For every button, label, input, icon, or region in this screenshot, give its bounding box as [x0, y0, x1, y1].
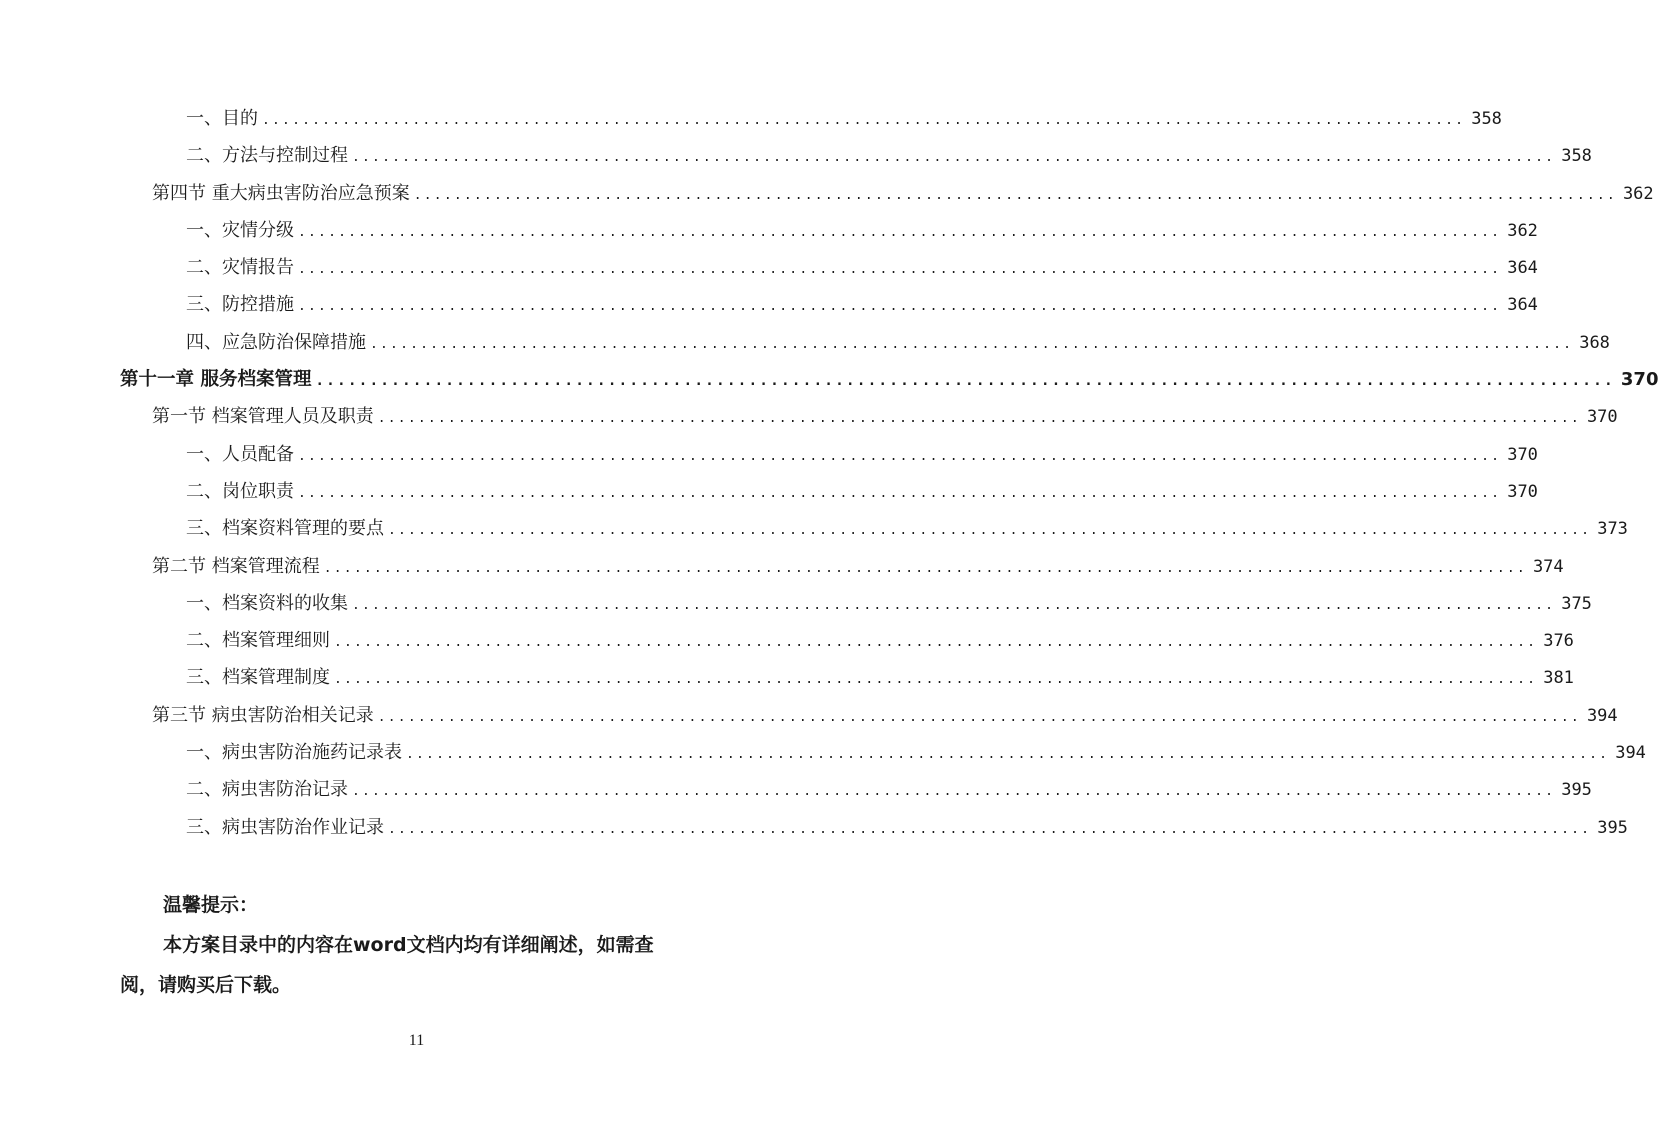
toc-entry-title: 三、档案管理制度 [186, 667, 330, 689]
toc-entry-title: 三、病虫害防治作业记录 [186, 816, 384, 838]
toc-entry-page-number: 368 [1579, 332, 1610, 353]
toc-entry-title: 三、档案资料管理的要点 [186, 518, 384, 540]
toc-entry-title: 第三节 病虫害防治相关记录 [152, 704, 374, 726]
toc-entry-title: 一、灾情分级 [186, 219, 294, 241]
toc-entry-page-number: 364 [1507, 258, 1538, 279]
toc-dot-leader: ........................................................................................................................ [262, 113, 1466, 128]
toc-dot-leader: ........................................................................................................................ [352, 150, 1556, 166]
toc-entry-title: 四、应急防治保障措施 [186, 331, 366, 353]
toc-entry-item[interactable] [0, 734, 1646, 771]
toc-entry-page-number: 370 [1586, 407, 1618, 428]
toc-entry-item[interactable] [0, 324, 1610, 361]
toc-entry-section[interactable] [0, 548, 1564, 585]
toc-dot-leader: ........................................................................................................................ [377, 411, 1581, 427]
toc-entry-page-number: 370 [1507, 444, 1538, 465]
toc-dot-leader: ........................................................................................................................ [298, 299, 1502, 315]
toc-entry-page-number: 394 [1615, 743, 1646, 764]
toc-entry-page-number: 370 [1507, 481, 1538, 502]
toc-dot-leader: ........................................................................................................................ [298, 224, 1502, 240]
toc-dot-leader: ........................................................................................................................ [323, 560, 1527, 576]
toc-entry-item[interactable] [0, 622, 1574, 659]
toc-entry-title: 第四节 重大病虫害防治应急预案 [152, 182, 410, 204]
toc-entry-page-number: 376 [1543, 631, 1574, 652]
toc-entry-title: 二、灾情报告 [186, 257, 294, 279]
toc-dot-leader: ........................................................................................................................ [406, 747, 1610, 763]
toc-entry-item[interactable] [0, 771, 1592, 808]
toc-dot-leader: ........................................................................................................................ [298, 448, 1502, 464]
toc-entry-item[interactable] [0, 809, 1628, 846]
toc-entry-page-number: 381 [1543, 668, 1574, 689]
toc-entry-item[interactable] [0, 510, 1628, 547]
toc-entry-title: 一、人员配备 [186, 443, 294, 465]
notice-body: 本方案目录中的内容在word文档内均有详细阐述，如需查阅，请购买后下载。 [120, 934, 654, 996]
toc-entry-page-number: 395 [1597, 817, 1628, 838]
toc-entry-page-number: 358 [1471, 109, 1502, 129]
toc-entry-page-number: 358 [1561, 146, 1592, 167]
toc-dot-leader: ........................................................................................................................ [298, 485, 1502, 501]
toc-dot-leader: ........................................................................................................................ [388, 821, 1592, 837]
toc-entry-title: 第二节 档案管理流程 [152, 555, 320, 577]
toc-entry-page-number: 394 [1586, 705, 1618, 726]
toc-entry-item[interactable] [0, 137, 1592, 174]
toc-dot-leader: ........................................................................................................................ [388, 523, 1592, 539]
toc-entry-item[interactable] [0, 659, 1574, 696]
toc-entry-section[interactable] [0, 398, 1618, 435]
toc-entry-title: 二、档案管理细则 [186, 630, 330, 652]
toc-entry-page-number: 373 [1597, 519, 1628, 540]
toc-dot-leader: ........................................................................................................................ [377, 709, 1581, 725]
toc-entry-section[interactable] [0, 175, 1654, 212]
toc-entry-title: 三、防控措施 [186, 294, 294, 316]
toc-entry-page-number: 364 [1507, 295, 1538, 316]
toc-entry-item[interactable] [0, 212, 1538, 249]
toc-entry-title: 一、目的 [186, 108, 258, 129]
toc-entry-chapter[interactable] [0, 361, 1658, 398]
toc-entry-item[interactable] [0, 473, 1538, 510]
toc-entry-title: 第十一章 服务档案管理 [120, 369, 312, 391]
toc-dot-leader: ........................................................................................................................ [352, 784, 1556, 800]
toc-entry-title: 第一节 档案管理人员及职责 [152, 406, 374, 428]
toc-dot-leader: ........................................................................................................................ [298, 262, 1502, 278]
page-number: 11 [408, 1032, 425, 1049]
toc-entry-title: 二、岗位职责 [186, 480, 294, 502]
toc-entry-page-number: 362 [1507, 220, 1538, 241]
toc-entry-section[interactable] [0, 697, 1618, 734]
toc-entry-title: 二、病虫害防治记录 [186, 779, 348, 801]
toc-entry-title: 二、方法与控制过程 [186, 145, 348, 167]
toc-entry-item[interactable] [0, 249, 1538, 286]
toc-entry-page-number: 395 [1561, 780, 1592, 801]
toc-entry-item[interactable] [0, 286, 1538, 323]
toc-dot-leader: ........................................................................................................................ [370, 336, 1574, 352]
toc-entry-page-number: 375 [1561, 593, 1592, 614]
toc-entry-item[interactable] [0, 436, 1538, 473]
toc-entry-title: 一、病虫害防治施药记录表 [186, 742, 402, 764]
notice-title: 温馨提示： [163, 894, 259, 916]
toc-entry-item[interactable] [0, 100, 1502, 137]
toc-entry-page-number: 370 [1620, 369, 1658, 391]
toc-dot-leader: ........................................................................................................................ [413, 187, 1617, 203]
toc-entry-page-number: 362 [1622, 183, 1654, 204]
table-of-contents [0, 100, 1658, 846]
toc-entry-page-number: 374 [1532, 556, 1564, 577]
toc-dot-leader: ........................................................................................................................ [334, 672, 1538, 688]
toc-dot-leader: ........................................................................................................................ [334, 635, 1538, 651]
toc-dot-leader: ........................................................................................................................ [315, 373, 1615, 390]
toc-dot-leader: ........................................................................................................................ [352, 597, 1556, 613]
toc-entry-title: 一、档案资料的收集 [186, 592, 348, 614]
toc-entry-item[interactable] [0, 585, 1592, 622]
